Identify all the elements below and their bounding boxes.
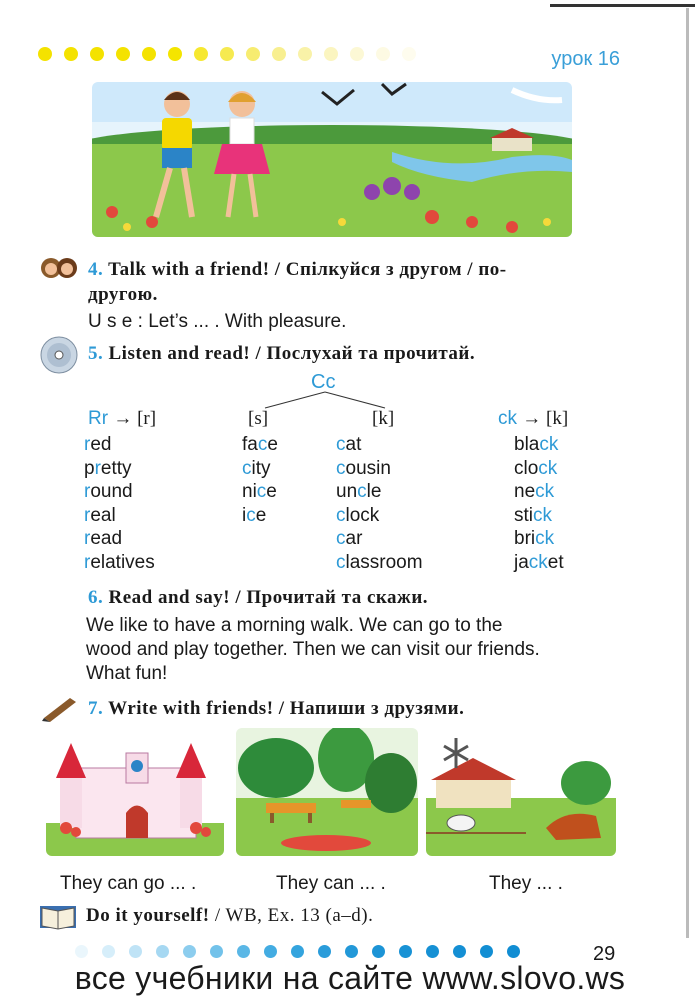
caption-3: They ... . [489,873,563,894]
word: uncle [336,481,382,503]
s-word-list [242,433,278,527]
ck-header: ck → [k] [498,408,569,429]
page-number: 29 [593,943,616,965]
word: relatives [84,551,155,573]
k-sound: [k] [372,408,395,429]
task-6-title: 6. Read and say! / Прочитай та скажи. [88,587,429,608]
task-4-use: U s e : Let’s ... . With pleasure. [88,311,347,332]
word: ice [242,504,267,526]
farm-illustration [426,728,616,856]
rr-word-list [84,433,155,575]
footer-dots [75,945,520,958]
caption-1: They can go ... . [60,873,197,894]
page-edge [686,8,689,938]
rr-header: Rr → [r] [88,408,157,429]
word: clock [514,457,558,479]
k-word-list [336,433,423,575]
word: cat [336,434,362,455]
word: real [84,504,116,526]
pen-icon [40,694,80,722]
header-dots [38,47,416,65]
word: classroom [336,551,423,573]
task-4-title-cont: другою. [88,284,158,305]
word: read [84,528,123,550]
task-4-title: 4. Talk with a friend! / Спілкуйся з другом / по- [88,259,507,280]
word: jacket [514,551,564,573]
park-illustration [236,728,418,856]
word: cousin [336,457,391,479]
talk-icon [40,257,78,279]
word: neck [514,481,555,503]
word: clock [336,504,380,526]
lesson-number: урок 16 [551,48,620,70]
word: face [242,434,278,455]
diy-instruction: Do it yourself! / WB, Ex. 13 (a–d). [86,905,374,926]
word: red [84,434,112,455]
footer-banner[interactable]: все учебники на сайте www.slovo.ws [74,960,626,996]
top-rule [550,4,695,7]
s-sound: [s] [248,408,269,429]
task-6-text: We like to have a morning walk. We can go to the wood and play together. Then we can visit our friends. What fun! [86,615,540,684]
word: round [84,481,133,503]
word: stick [514,504,552,526]
word: brick [514,528,555,550]
word: black [514,434,559,455]
task-5-title: 5. Listen and read! / Послухай та прочитай. [88,343,476,364]
word: city [242,457,271,479]
caption-2: They can ... . [276,873,386,894]
meadow-illustration [92,82,572,237]
word: car [336,528,363,550]
cc-header: Cc [311,371,336,393]
cd-icon [40,336,78,374]
word: nice [242,481,277,503]
task-7-title: 7. Write with friends! / Напиши з друзями. [88,698,465,719]
castle-illustration [46,728,224,856]
book-icon [38,902,78,930]
ck-word-list [514,433,564,575]
word: pretty [84,457,132,479]
cc-branch-lines [250,390,400,410]
